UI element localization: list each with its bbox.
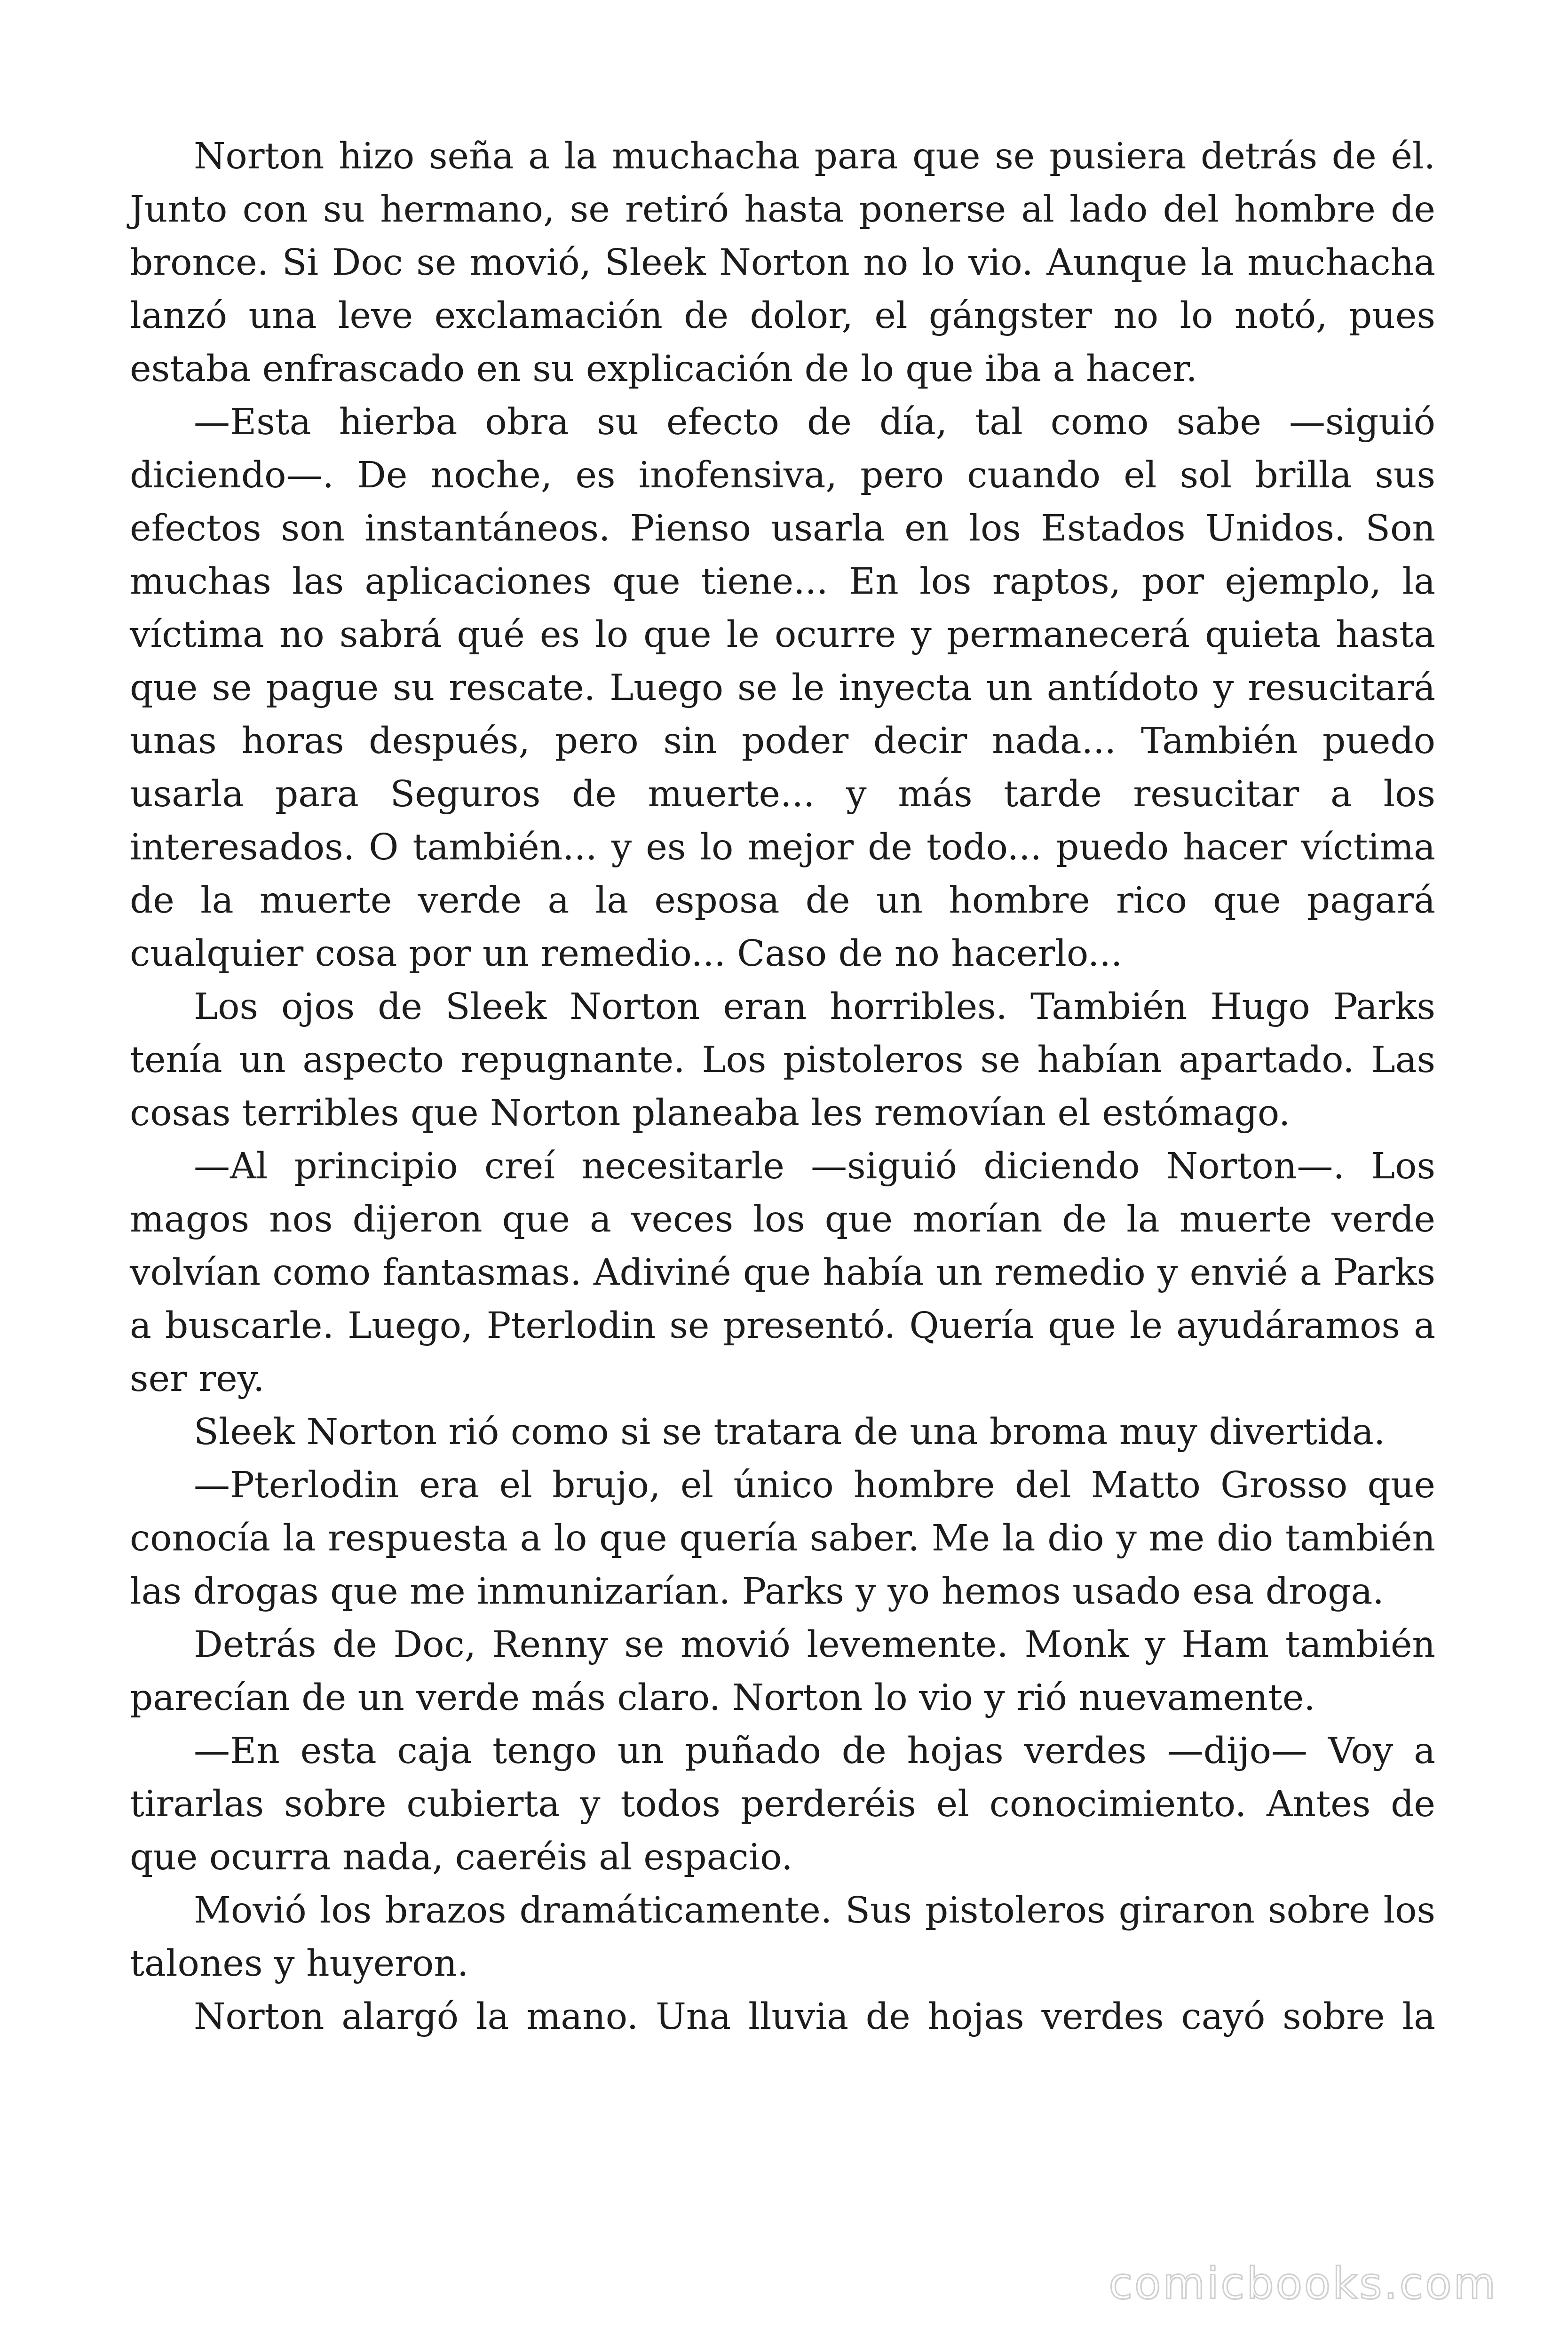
paragraph-5: Sleek Norton rió como si se tratara de una broma muy divertida. xyxy=(194,1411,1386,1453)
paragraph-2: —Esta hierba obra su efecto de día, tal como sabe —siguió diciendo—. De noche, es inofensiva, pero cuando el sol brilla sus efectos son instantáneos. Pienso usarla en los Estados Unidos. Son muchas las aplicaciones que tiene... En los raptos, por ejemplo, la víctima no sabrá qué es lo que le ocurre y permanecerá quieta hasta que se pague su rescate. Luego se le inyecta un antídoto y resucitará unas horas después, pero sin poder decir nada... También puedo usarla para Seguros de muerte... y más tarde resucitar a los interesados. O también... y es lo mejor de todo... puedo hacer víctima de la muerte verde a la esposa de un hombre rico que pagará cualquier cosa por un remedio... Caso de no hacerlo... xyxy=(130,401,1435,975)
paragraph-8: —En esta caja tengo un puñado de hojas verdes —dijo— Voy a tirarlas sobre cubierta y todos perderéis el conocimiento. Antes de que ocurra nada, caeréis al espacio. xyxy=(130,1730,1435,1878)
paragraph-7: Detrás de Doc, Renny se movió levemente. Monk y Ham también parecían de un verde más claro. Norton lo vio y rió nuevamente. xyxy=(130,1624,1435,1719)
page-body xyxy=(130,130,1435,2043)
paragraph-6: —Pterlodin era el brujo, el único hombre del Matto Grosso que conocía la respuesta a lo que quería saber. Me la dio y me dio también las drogas que me inmunizarían. Parks y yo hemos usado esa droga. xyxy=(130,1464,1435,1613)
paragraph-4: —Al principio creí necesitarle —siguió diciendo Norton—. Los magos nos dijeron que a veces los que morían de la muerte verde volvían como fantasmas. Adiviné que había un remedio y envié a Parks a buscarle. Luego, Pterlodin se presentó. Quería que le ayudáramos a ser rey. xyxy=(130,1145,1435,1400)
paragraph-3: Los ojos de Sleek Norton eran horribles. También Hugo Parks tenía un aspecto repugnante. Los pistoleros se habían apartado. Las cosas terribles que Norton planeaba les removían el estómago. xyxy=(130,986,1435,1134)
paragraph-1: Norton hizo seña a la muchacha para que se pusiera detrás de él. Junto con su hermano, se retiró hasta ponerse al lado del hombre de bronce. Si Doc se movió, Sleek Norton no lo vio. Aunque la muchacha lanzó una leve exclamación de dolor, el gángster no lo notó, pues estaba enfrascado en su explicación de lo que iba a hacer. xyxy=(130,135,1435,390)
watermark: comicbooks.com xyxy=(1109,2258,1497,2309)
paragraph-10: Norton alargó la mano. Una lluvia de hojas verdes cayó sobre la xyxy=(194,1996,1435,2038)
paragraph-9: Movió los brazos dramáticamente. Sus pistoleros giraron sobre los talones y huyeron. xyxy=(130,1890,1435,1985)
